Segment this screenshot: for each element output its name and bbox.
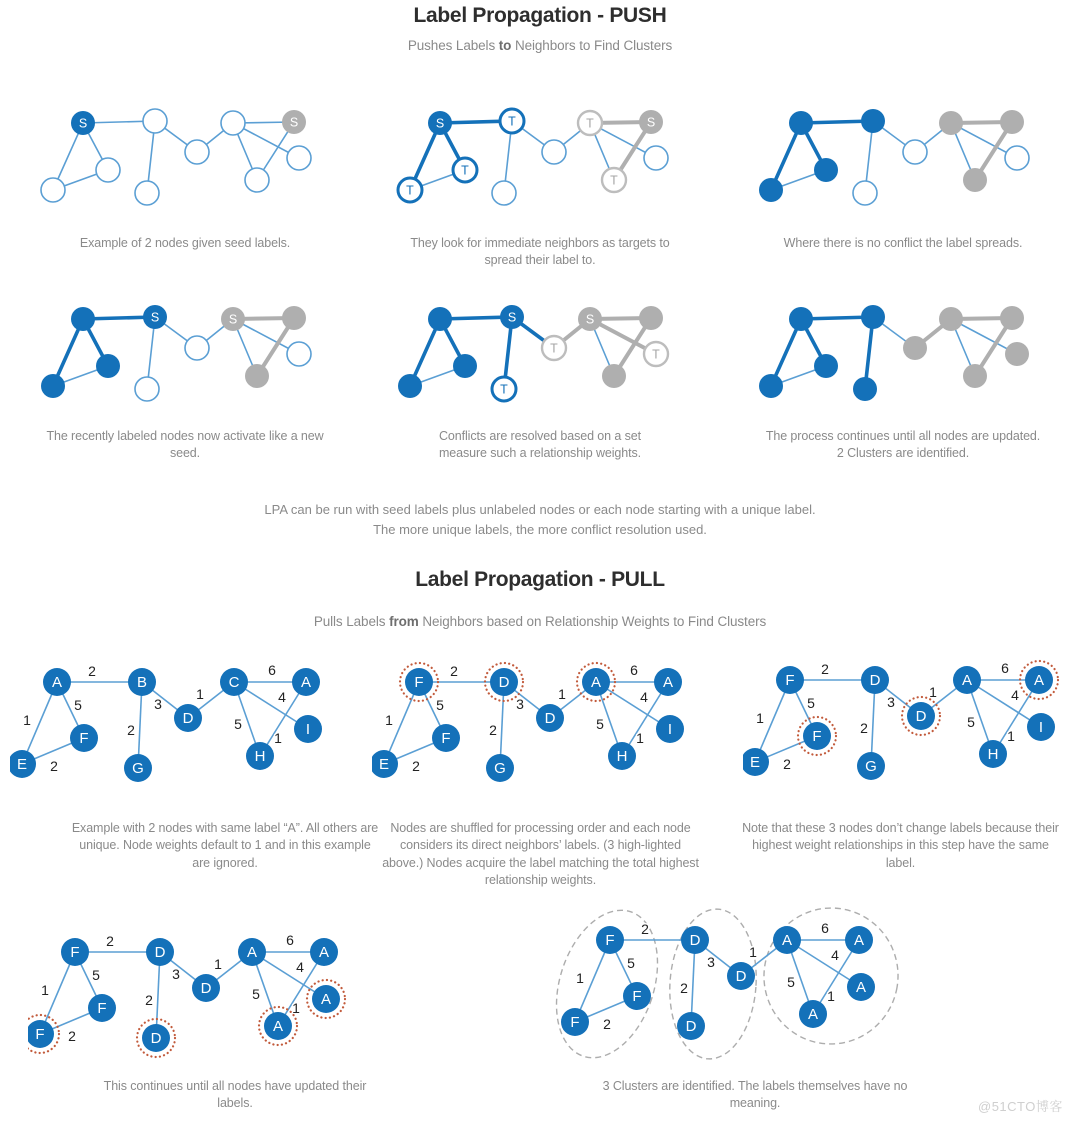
svg-text:S: S: [507, 310, 517, 325]
pull-node-top-right: [292, 668, 320, 696]
push-step1-caption: Example of 2 nodes given seed labels.: [79, 236, 291, 250]
push-node-bridge: [542, 140, 566, 164]
svg-text:F: F: [79, 730, 89, 747]
svg-text:F: F: [632, 988, 642, 1005]
svg-text:S: S: [150, 310, 160, 325]
push-node-bridge: [185, 140, 209, 164]
pull-title: Label Propagation - PULL: [415, 568, 665, 591]
push-node-mid-left: [453, 354, 477, 378]
svg-text:2: 2: [50, 758, 58, 774]
push-node-bottom-left: [759, 178, 783, 202]
svg-text:A: A: [781, 932, 793, 949]
svg-text:5: 5: [627, 955, 635, 971]
svg-text:5: 5: [967, 714, 975, 730]
pull-node-bottom-mid: [857, 752, 885, 780]
svg-text:1: 1: [749, 944, 757, 960]
push-node-right-small: [1005, 342, 1029, 366]
svg-text:1: 1: [929, 684, 937, 700]
svg-text:F: F: [70, 944, 80, 961]
push-subtitle: [0, 38, 1080, 53]
svg-text:1: 1: [827, 988, 835, 1004]
svg-text:F: F: [35, 1026, 45, 1043]
svg-text:1: 1: [214, 956, 222, 972]
svg-text:1: 1: [41, 982, 49, 998]
svg-text:1: 1: [558, 686, 566, 702]
svg-text:6: 6: [286, 932, 294, 948]
svg-text:T: T: [508, 114, 516, 129]
svg-text:1: 1: [576, 970, 584, 986]
push-step4-graph: [20, 288, 350, 423]
push-node-bottom-right: [602, 168, 626, 192]
svg-text:S: S: [646, 115, 656, 130]
pull-node-right: [1027, 713, 1055, 741]
svg-text:I: I: [305, 721, 311, 738]
push-node-top-right: [578, 111, 602, 135]
svg-text:B: B: [136, 674, 148, 691]
push-node-seed-right: [639, 306, 663, 330]
push-node-bottom-left: [41, 374, 65, 398]
svg-text:T: T: [610, 173, 618, 188]
push-node-right-small: [644, 342, 668, 366]
svg-text:A: A: [318, 944, 330, 961]
push-node-seed-left: [428, 111, 452, 135]
svg-text:1: 1: [636, 730, 644, 746]
pull-subtitle-pre: Pulls Labels: [313, 614, 390, 629]
push-node-bottom-mid: [135, 377, 159, 401]
pull-node-top-left: [596, 926, 624, 954]
push-node-top-mid: [500, 305, 524, 329]
pull-node-bottom-left: [10, 750, 36, 778]
pull-node-bottom-mid: [486, 754, 514, 782]
svg-text:H: H: [254, 748, 266, 765]
pull-node-bottom-mid: [137, 1019, 175, 1057]
push-node-bottom-right: [245, 364, 269, 388]
svg-text:6: 6: [268, 662, 276, 678]
svg-text:S: S: [289, 115, 299, 130]
pull-node-cluster3-left: [220, 668, 248, 696]
svg-text:S: S: [435, 116, 445, 131]
pull-node-bottom-right: [799, 1000, 827, 1028]
pull-node-bottom-right: [979, 740, 1007, 768]
pull-node-cluster3-left: [953, 666, 981, 694]
svg-text:4: 4: [831, 947, 839, 963]
pull-node-top-right: [845, 926, 873, 954]
pull-node-mid-bridge: [174, 704, 202, 732]
pull-node-cluster3-left: [577, 663, 615, 701]
svg-text:A: A: [300, 674, 312, 691]
svg-text:D: D: [689, 932, 701, 949]
svg-text:A: A: [590, 674, 602, 691]
pull-step4-graph: [28, 922, 368, 1074]
push-node-top-mid: [861, 109, 885, 133]
svg-text:5: 5: [252, 986, 260, 1002]
push-node-bottom-mid: [492, 377, 516, 401]
svg-text:D: D: [154, 944, 166, 961]
push-node-bottom-right: [963, 168, 987, 192]
push-subtitle-bold: to: [498, 38, 512, 53]
svg-text:4: 4: [1011, 687, 1019, 703]
push-step4-caption: The recently labeled nodes now activate like a new seed.: [46, 429, 324, 461]
push-step3-graph: [738, 92, 1068, 227]
svg-text:5: 5: [74, 697, 82, 713]
svg-text:3: 3: [707, 954, 715, 970]
push-node-seed-right: [639, 110, 663, 134]
pull-node-mid-bridge: [902, 697, 940, 735]
push-subtitle-post: Neighbors to Find Clusters: [511, 38, 673, 53]
push-node-top-mid: [143, 109, 167, 133]
push-node-right-small: [1005, 146, 1029, 170]
pull-step2-graph: [372, 652, 712, 804]
svg-text:I: I: [1038, 719, 1044, 736]
push-subtitle-pre: Pushes Labels: [407, 38, 499, 53]
pull-node-mid-left: [798, 717, 836, 755]
push-node-mid-left: [453, 158, 477, 182]
svg-text:A: A: [853, 932, 865, 949]
svg-text:G: G: [494, 760, 506, 777]
pull-step5-caption: 3 Clusters are identified. The labels themselves have no meaning.: [602, 1079, 908, 1111]
push-node-bottom-left: [398, 374, 422, 398]
svg-text:H: H: [987, 746, 999, 763]
svg-text:E: E: [749, 754, 761, 771]
push-node-bridge: [185, 336, 209, 360]
pull-node-top-mid: [146, 938, 174, 966]
pull-node-top-mid: [128, 668, 156, 696]
pull-node-bottom-right: [608, 742, 636, 770]
pull-node-bottom-left: [743, 748, 769, 776]
pull-subtitle: [0, 614, 1080, 629]
push-node-bottom-right: [602, 364, 626, 388]
svg-text:D: D: [915, 708, 927, 725]
svg-text:4: 4: [296, 959, 304, 975]
svg-text:I: I: [667, 721, 673, 738]
svg-text:1: 1: [756, 710, 764, 726]
push-node-bottom-mid: [853, 181, 877, 205]
lpa-note-line2: The more unique labels, the more conflict resolution used.: [373, 522, 707, 538]
svg-text:D: D: [735, 968, 747, 985]
pull-node-bottom-right: [259, 1007, 297, 1045]
svg-text:A: A: [246, 944, 258, 961]
pull-node-right: [294, 715, 322, 743]
svg-text:A: A: [272, 1018, 284, 1035]
svg-text:1: 1: [274, 730, 282, 746]
svg-text:S: S: [228, 312, 238, 327]
svg-text:2: 2: [412, 758, 420, 774]
svg-text:2: 2: [821, 661, 829, 677]
svg-text:3: 3: [516, 696, 524, 712]
svg-text:A: A: [51, 674, 63, 691]
push-step6-caption: The process continues until all nodes are updated. 2 Clusters are identified.: [765, 429, 1041, 461]
push-node-top-mid: [500, 109, 524, 133]
svg-text:E: E: [16, 756, 28, 773]
svg-text:T: T: [406, 183, 414, 198]
svg-text:6: 6: [630, 662, 638, 678]
push-node-bottom-right: [245, 168, 269, 192]
svg-text:S: S: [78, 116, 88, 131]
push-node-bridge: [903, 336, 927, 360]
pull-node-bottom-right: [246, 742, 274, 770]
pull-step3-caption: Note that these 3 nodes don’t change labels because their highest weight relationships in this step have the same label.: [742, 821, 1059, 870]
push-node-mid-left: [814, 354, 838, 378]
svg-text:F: F: [812, 728, 822, 745]
svg-text:2: 2: [450, 663, 458, 679]
51cto-watermark: @51CTO博客: [978, 1099, 1063, 1114]
push-step2-caption: They look for immediate neighbors as targets to spread their label to.: [410, 236, 670, 268]
svg-text:2: 2: [88, 663, 96, 679]
lpa-note-line1: LPA can be run with seed labels plus unlabeled nodes or each node starting with a unique label.: [264, 502, 816, 517]
push-node-seed-left: [71, 307, 95, 331]
svg-text:E: E: [378, 756, 390, 773]
push-step6-graph: [738, 288, 1068, 423]
svg-text:A: A: [961, 672, 973, 689]
push-node-top-right: [939, 111, 963, 135]
push-node-bottom-mid: [853, 377, 877, 401]
svg-text:2: 2: [783, 756, 791, 772]
pull-node-top-left: [43, 668, 71, 696]
push-node-seed-left: [789, 111, 813, 135]
push-node-seed-right: [1000, 306, 1024, 330]
push-node-mid-left: [814, 158, 838, 182]
svg-text:T: T: [550, 341, 558, 356]
push-node-top-right: [221, 111, 245, 135]
push-node-bottom-left: [759, 374, 783, 398]
pull-node-top-mid: [681, 926, 709, 954]
pull-node-top-left: [400, 663, 438, 701]
push-node-top-mid: [143, 305, 167, 329]
pull-node-bottom-mid: [677, 1012, 705, 1040]
push-node-right-small: [287, 146, 311, 170]
svg-text:5: 5: [92, 967, 100, 983]
push-node-top-right: [578, 307, 602, 331]
pull-node-top-right: [1020, 661, 1058, 699]
svg-text:A: A: [855, 979, 867, 996]
svg-text:D: D: [685, 1018, 697, 1035]
push-node-bottom-left: [398, 178, 422, 202]
pull-node-bottom-left: [372, 750, 398, 778]
pull-node-cluster3-left: [773, 926, 801, 954]
pull-node-right: [307, 980, 345, 1018]
svg-text:3: 3: [887, 694, 895, 710]
svg-text:2: 2: [106, 933, 114, 949]
svg-text:2: 2: [68, 1028, 76, 1044]
svg-text:D: D: [498, 674, 510, 691]
svg-text:F: F: [414, 674, 424, 691]
svg-text:A: A: [662, 674, 674, 691]
push-node-mid-left: [96, 158, 120, 182]
push-node-seed-left: [428, 307, 452, 331]
push-node-bottom-right: [963, 364, 987, 388]
pull-node-bottom-left: [561, 1008, 589, 1036]
push-node-seed-left: [789, 307, 813, 331]
pull-step1-caption: Example with 2 nodes with same label “A”. All others are unique. Node weights default to 1 and in this example are ignored.: [71, 821, 379, 870]
push-node-right-small: [287, 342, 311, 366]
pull-node-bottom-mid: [124, 754, 152, 782]
push-node-right-small: [644, 146, 668, 170]
pull-node-right: [656, 715, 684, 743]
push-step1-graph: [20, 92, 350, 227]
svg-text:G: G: [865, 758, 877, 775]
svg-text:D: D: [869, 672, 881, 689]
svg-text:5: 5: [807, 695, 815, 711]
svg-text:D: D: [544, 710, 556, 727]
svg-text:D: D: [200, 980, 212, 997]
svg-text:5: 5: [436, 697, 444, 713]
cluster-outline-1: [548, 898, 675, 1071]
pull-node-mid-left: [88, 994, 116, 1022]
svg-text:1: 1: [1007, 728, 1015, 744]
svg-text:5: 5: [596, 716, 604, 732]
push-node-top-right: [221, 307, 245, 331]
svg-text:5: 5: [787, 974, 795, 990]
pull-step5-graph: [548, 898, 920, 1076]
svg-text:5: 5: [234, 716, 242, 732]
pull-node-cluster3-left: [238, 938, 266, 966]
pull-node-mid-left: [623, 982, 651, 1010]
push-node-mid-left: [96, 354, 120, 378]
svg-text:F: F: [605, 932, 615, 949]
pull-node-top-right: [310, 938, 338, 966]
svg-text:T: T: [500, 382, 508, 397]
svg-text:T: T: [652, 347, 660, 362]
svg-text:1: 1: [292, 1000, 300, 1016]
svg-text:F: F: [97, 1000, 107, 1017]
push-node-bottom-mid: [492, 181, 516, 205]
pull-subtitle-post: Neighbors based on Relationship Weights to Find Clusters: [418, 614, 767, 629]
svg-text:1: 1: [23, 712, 31, 728]
svg-text:D: D: [182, 710, 194, 727]
push-step3-caption: Where there is no conflict the label spreads.: [783, 236, 1023, 250]
push-node-seed-right: [1000, 110, 1024, 134]
push-step2-graph: [377, 92, 707, 227]
svg-text:3: 3: [172, 966, 180, 982]
push-node-bottom-left: [41, 178, 65, 202]
push-step5-graph: [377, 288, 707, 423]
pull-step2-caption: Nodes are shuffled for processing order and each node considers its direct neighbors’ labels. (3 high-lighted above.) Nodes acquire the label matching the total highest relationship weights.: [382, 821, 699, 887]
pull-step1-graph: [10, 652, 350, 804]
svg-text:D: D: [150, 1030, 162, 1047]
push-node-top-mid: [861, 305, 885, 329]
pull-node-mid-left: [432, 724, 460, 752]
push-node-top-right: [939, 307, 963, 331]
pull-node-top-mid: [861, 666, 889, 694]
pull-subtitle-bold: from: [389, 614, 419, 629]
svg-text:2: 2: [127, 722, 135, 738]
push-step5-caption: Conflicts are resolved based on a set measure such a relationship weights.: [438, 429, 642, 461]
push-title: Label Propagation - PUSH: [413, 4, 667, 27]
pull-node-mid-bridge: [536, 704, 564, 732]
pull-step4-caption: This continues until all nodes have updated their labels.: [103, 1079, 367, 1111]
svg-text:C: C: [228, 674, 240, 691]
svg-text:F: F: [441, 730, 451, 747]
pull-node-mid-bridge: [727, 962, 755, 990]
svg-text:G: G: [132, 760, 144, 777]
svg-text:2: 2: [680, 980, 688, 996]
svg-text:T: T: [461, 163, 469, 178]
svg-text:2: 2: [641, 921, 649, 937]
svg-text:T: T: [586, 116, 594, 131]
svg-text:1: 1: [196, 686, 204, 702]
svg-text:2: 2: [860, 720, 868, 736]
lpa-note: [0, 500, 1080, 540]
pull-node-bottom-left: [28, 1015, 59, 1053]
svg-text:A: A: [807, 1006, 819, 1023]
pull-node-right: [847, 973, 875, 1001]
svg-text:2: 2: [603, 1016, 611, 1032]
pull-node-top-left: [61, 938, 89, 966]
push-node-bridge: [903, 140, 927, 164]
svg-text:H: H: [616, 748, 628, 765]
svg-text:2: 2: [145, 992, 153, 1008]
svg-text:6: 6: [821, 920, 829, 936]
svg-text:F: F: [570, 1014, 580, 1031]
svg-text:2: 2: [489, 722, 497, 738]
pull-node-mid-left: [70, 724, 98, 752]
pull-node-top-right: [654, 668, 682, 696]
cluster-outline-3: [753, 898, 909, 1055]
push-node-bridge: [542, 336, 566, 360]
svg-text:A: A: [320, 991, 332, 1008]
svg-text:4: 4: [640, 689, 648, 705]
svg-text:6: 6: [1001, 660, 1009, 676]
svg-text:F: F: [785, 672, 795, 689]
pull-node-mid-bridge: [192, 974, 220, 1002]
push-node-seed-left: [71, 111, 95, 135]
svg-text:4: 4: [278, 689, 286, 705]
pull-step3-graph: [743, 650, 1080, 802]
svg-text:1: 1: [385, 712, 393, 728]
pull-node-top-left: [776, 666, 804, 694]
push-node-bottom-mid: [135, 181, 159, 205]
svg-text:A: A: [1033, 672, 1045, 689]
svg-text:S: S: [585, 312, 595, 327]
push-node-seed-right: [282, 306, 306, 330]
push-node-seed-right: [282, 110, 306, 134]
svg-text:3: 3: [154, 696, 162, 712]
